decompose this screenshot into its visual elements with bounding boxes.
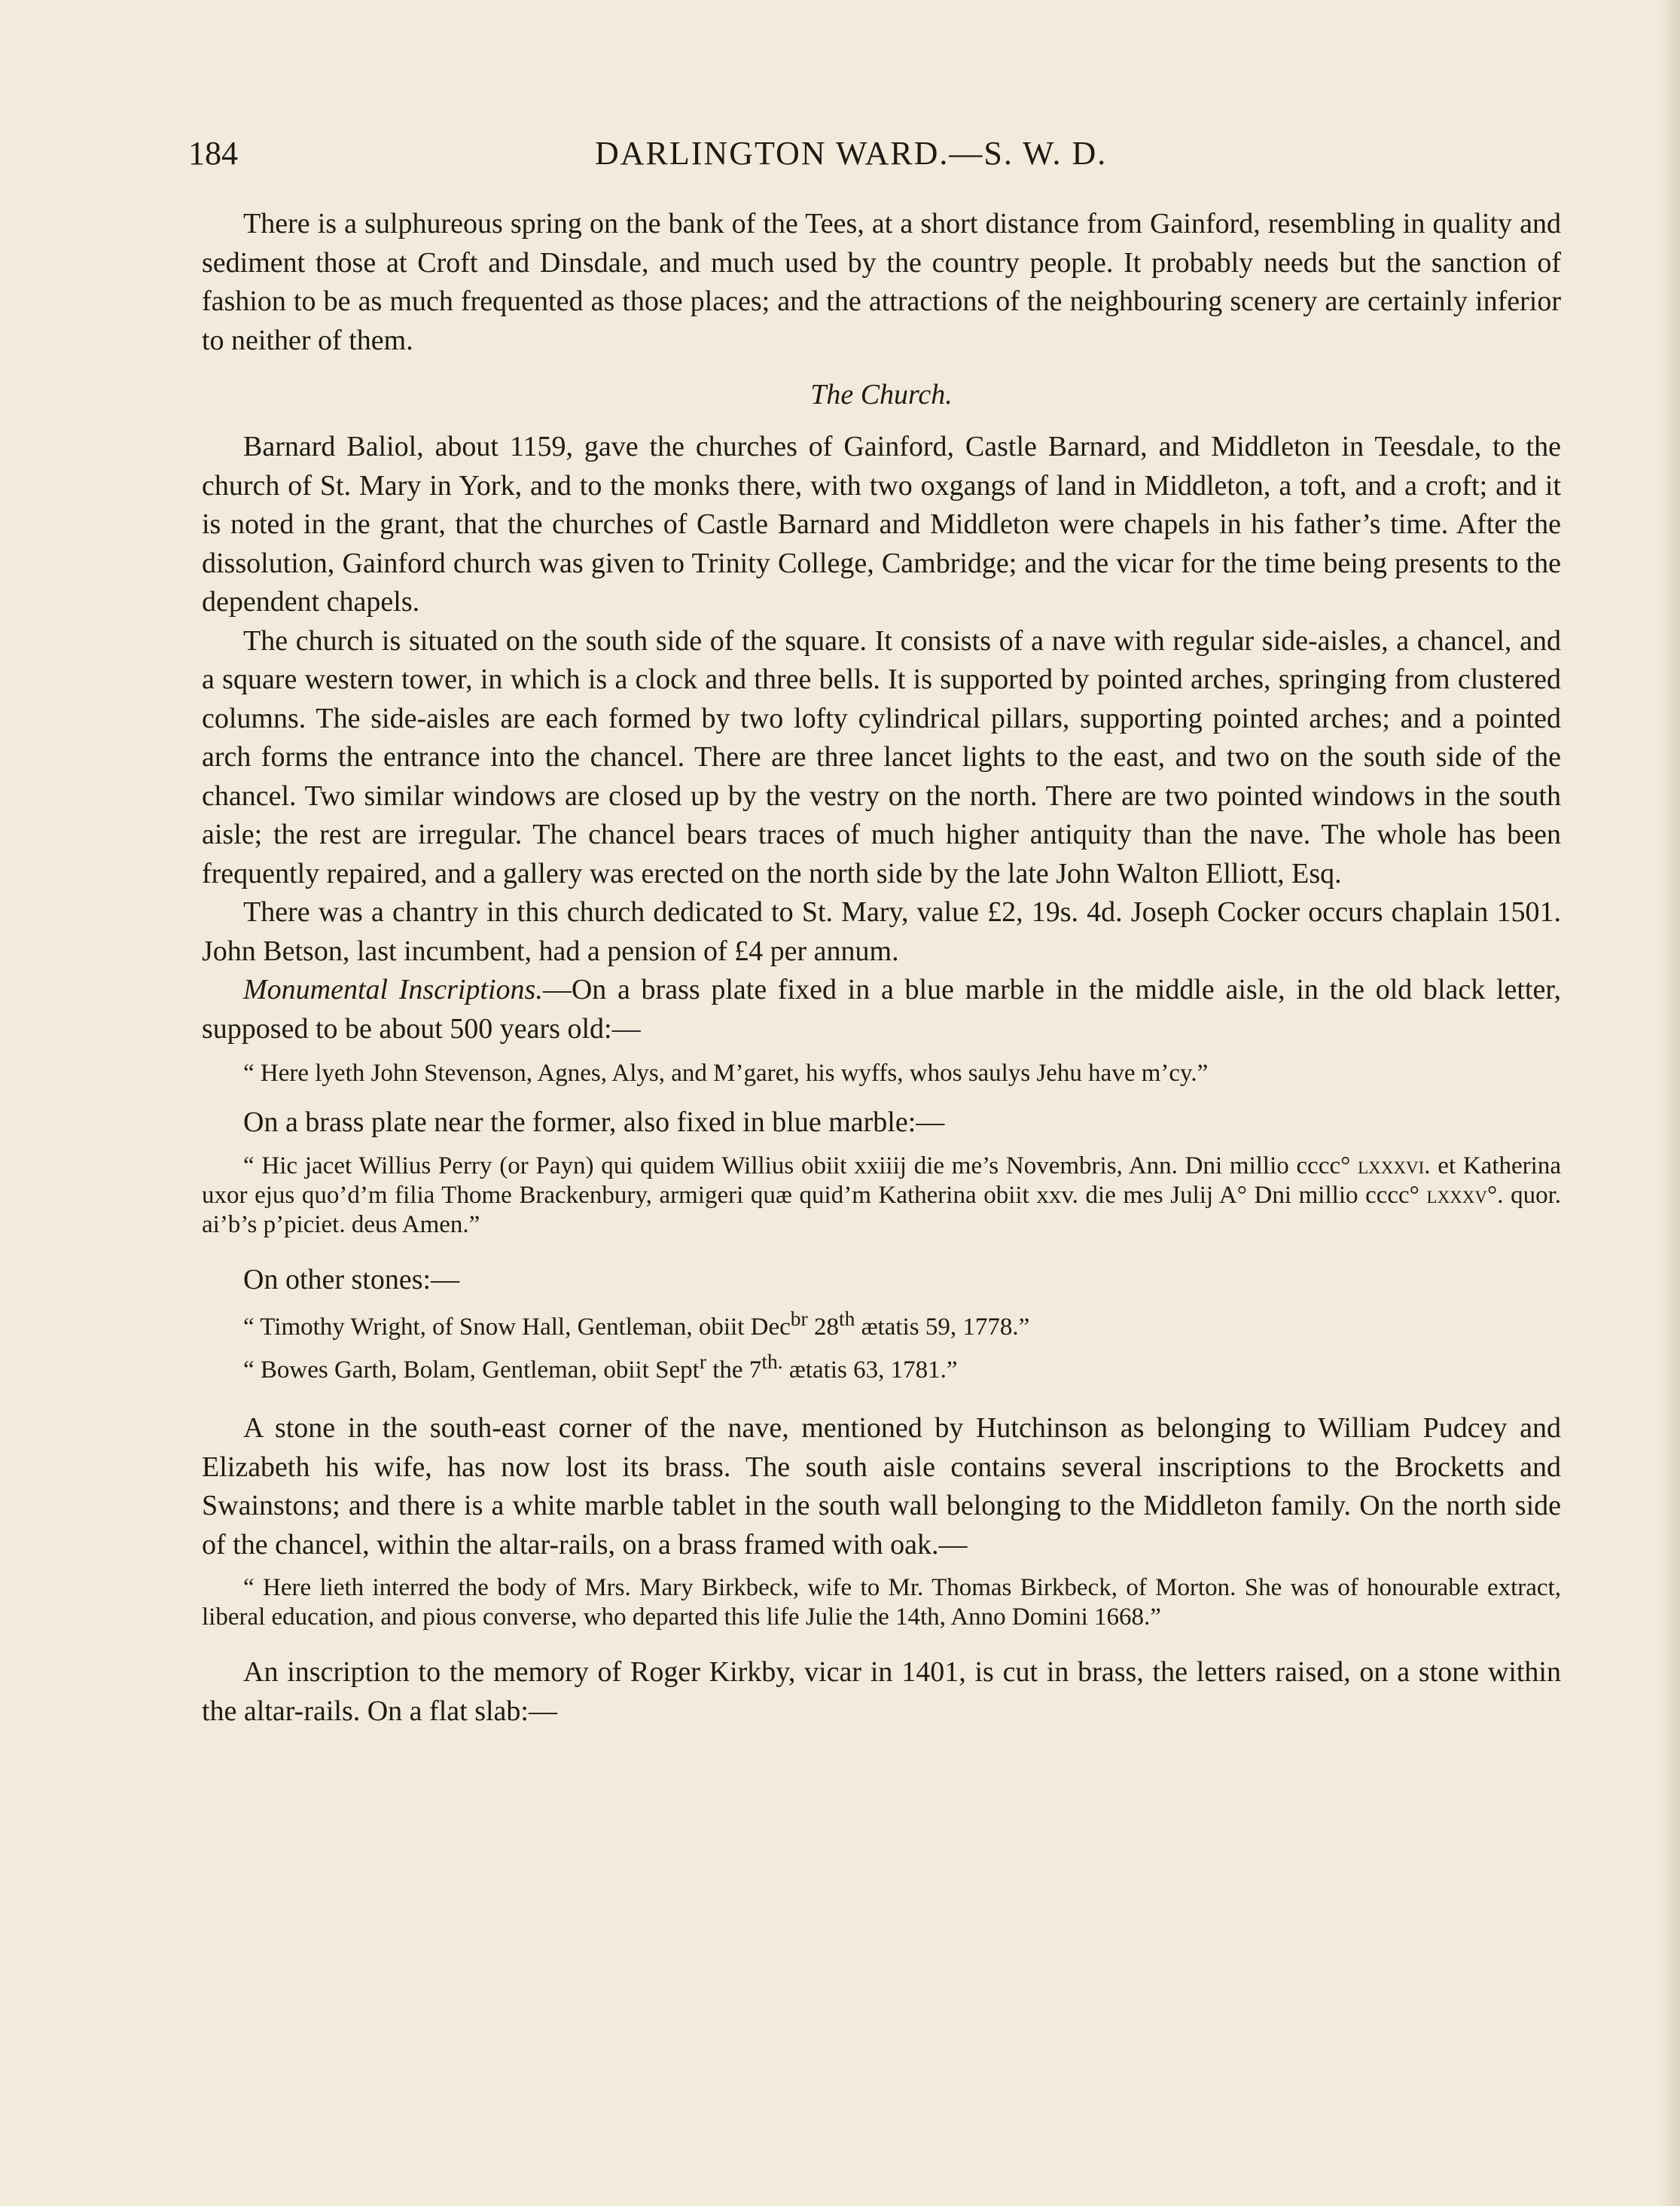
- quote-wright-part-3: ætatis 59, 1778.”: [855, 1314, 1030, 1341]
- quote-stevenson: “ Here lyeth John Stevenson, Agnes, Alys, and M’garet, his wyffs, whos saulys Jehu have m’cy.”: [243, 1060, 1209, 1087]
- paragraph-south-east-stone: A stone in the south-east corner of the nave, mentioned by Hutchinson as belonging to William Pudcey and Elizabeth his wife, has now lost its brass. The south aisle contains several inscriptions to the Brocketts and Swainstons; and there is a white marble tablet in the south wall belonging to the Middleton family. On the north side of the chancel, within the altar-rails, on a brass framed with oak.—: [202, 1412, 1561, 1561]
- quote-garth-part-3: ætatis 63, 1781.”: [782, 1356, 958, 1384]
- inscriptions-label: Monumental Inscriptions.: [243, 974, 543, 1005]
- paragraph-baliol: Barnard Baliol, about 1159, gave the churches of Gainford, Castle Barnard, and Middleton in Teesdale, to the church of St. Mary in York, and to the monks there, with two oxgangs of land in Middleton, a toft, and a croft; and it is noted in the grant, that the churches of Castle Barnard and Middleton were chapels in his father’s time. After the dissolution, Gainford church was given to Trinity College, Cambridge; and the vicar for the time being presents to the dependent chapels.: [202, 431, 1561, 618]
- quote-garth-part-1: “ Bowes Garth, Bolam, Gentleman, obiit Sept: [243, 1356, 700, 1384]
- section-heading: The Church.: [810, 379, 953, 410]
- quote-wright-sup-2: th: [838, 1307, 855, 1330]
- paragraph-brass-plate: On a brass plate near the former, also fixed in blue marble:—: [243, 1106, 945, 1138]
- inscriptions-intro: —On a brass plate fixed in a blue marble in the middle aisle, in the old black letter, supposed to be about 500 years old:—: [202, 974, 1561, 1045]
- quote-wright-part-1: “ Timothy Wright, of Snow Hall, Gentleman, obiit Dec: [243, 1314, 791, 1341]
- quote-perry-part-1: “ Hic jacet Willius Perry (or Payn) qui quidem Willius obiit xxiiij die me’s Novembris, Ann. Dni millio cccc°: [243, 1152, 1351, 1179]
- quote-garth-part-2: the 7: [706, 1356, 762, 1384]
- page-header: [188, 134, 1566, 187]
- quote-garth: [202, 1347, 1561, 1385]
- quote-perry-numeral-1: lxxxvi: [1358, 1152, 1425, 1179]
- page-number: 184: [188, 135, 238, 172]
- quote-wright: [202, 1304, 1561, 1342]
- quote-birkbeck: “ Here lieth interred the body of Mrs. Mary Birkbeck, wife to Mr. Thomas Birkbeck, of Morton. She was of honourable extract, liberal education, and pious converse, who departed this life Julie the 14th, Anno Domini 1668.”: [202, 1574, 1561, 1631]
- quote-perry-numeral-2: lxxxv: [1426, 1181, 1488, 1209]
- quote-garth-sup-2: th.: [761, 1350, 783, 1373]
- paragraph-chantry: There was a chantry in this church dedicated to St. Mary, value £2, 19s. 4d. Joseph Cocker occurs chaplain 1501. John Betson, last incumbent, had a pension of £4 per annum.: [202, 896, 1561, 967]
- quote-perry: [202, 1152, 1561, 1240]
- quote-perry-part-2: . et Katherina uxor ejus quo’d’m filia Thome Brackenbury, armigeri quæ quid’m Katherina obiit xxv. die mes Julij A° Dni millio cccc°: [202, 1152, 1561, 1209]
- paragraph-other-stones: On other stones:—: [243, 1263, 460, 1295]
- paragraph-church-description: The church is situated on the south side of the square. It consists of a nave with regular side-aisles, a chancel, and a square western tower, in which is a clock and three bells. It is supported by pointed arches, springing from clustered columns. The side-aisles are each formed by two lofty cylindrical pillars, supporting pointed arches; and a pointed arch forms the entrance into the chancel. There are three lancet lights to the east, and two on the south side of the chancel. Two similar windows are closed up by the vestry on the north. There are two pointed windows in the south aisle; the rest are irregular. The chancel bears traces of much higher antiquity than the nave. The whole has been frequently repaired, and a gallery was erected on the north side by the late John Walton Elliott, Esq.: [202, 624, 1561, 889]
- paragraph-monumental-inscriptions: [202, 971, 1561, 1048]
- quote-perry-part-3: °. quor. ai’b’s p’piciet. deus Amen.”: [202, 1181, 1561, 1238]
- paragraph-kirkby: An inscription to the memory of Roger Kirkby, vicar in 1401, is cut in brass, the letters raised, on a stone within the altar-rails. On a flat slab:—: [202, 1656, 1561, 1727]
- quote-garth-sup-1: r: [699, 1350, 706, 1373]
- running-title: DARLINGTON WARD.—S. W. D.: [595, 135, 1108, 172]
- page-body: [202, 205, 1561, 1731]
- quote-wright-part-2: 28: [807, 1314, 839, 1341]
- spacer: [202, 1390, 1561, 1409]
- quote-wright-sup-1: br: [790, 1307, 808, 1330]
- paragraph-sulphur-spring: There is a sulphureous spring on the bank of the Tees, at a short distance from Gainford, resembling in quality and sediment those at Croft and Dinsdale, and much used by the country people. It probably needs but the sanction of fashion to be as much frequented as those places; and the attractions of the neighbouring scenery are certainly inferior to neither of them.: [202, 208, 1561, 356]
